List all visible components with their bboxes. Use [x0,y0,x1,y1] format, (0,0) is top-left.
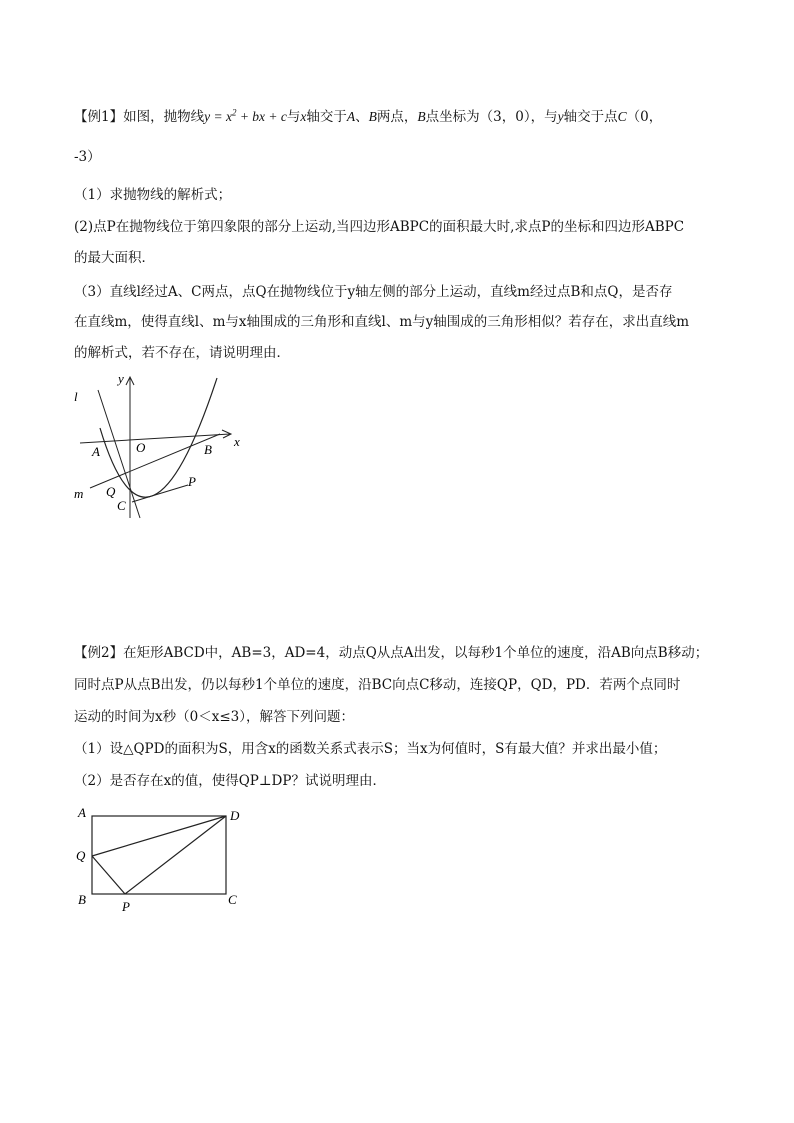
label-a: A [78,805,86,820]
label-m: m [74,486,84,501]
example1-question-3-line1: （3）直线l经过A、C两点，点Q在抛物线位于y轴左侧的部分上运动，直线m经过点B和点Q，是否存 [74,284,673,300]
parabola-figure [70,368,250,528]
segment-cp [132,485,188,502]
label-l: l [74,389,78,404]
parabola-equation: $y = x^2$ + bx + c [204,107,287,124]
example1-question-2-line2: 的最大面积． [74,250,155,266]
label-p: P [188,474,196,489]
example1-intro-continued: -3） [74,149,101,165]
example2-question-1: （1）设△QPD的面积为S，用含x的函数关系式表示S；当x为何值时，S有最大值？并求出最小值； [74,741,667,757]
example2-line3: 运动的时间为x秒（0＜x≤3），解答下列问题： [74,709,354,725]
example1-question-3-line2: 在直线m，使得直线l、m与x轴围成的三角形和直线l、m与y轴围成的三角形相似？若存在，求出直线m [74,314,690,330]
label-c: C [117,498,126,513]
label-a: A [92,444,100,459]
example2-tag: 【例2】 [74,645,124,661]
label-b: B [78,892,86,907]
parabola-curve [100,378,217,497]
label-q: Q [76,848,86,863]
segment-qd [92,816,226,856]
label-y: y [118,371,124,386]
segment-qp [92,856,125,894]
label-o: O [136,440,146,455]
label-x: x [234,434,240,449]
example1-question-3-line3: 的解析式，若不存在，请说明理由． [74,345,290,361]
label-q: Q [106,484,116,499]
label-p: P [122,899,130,914]
rectangle-abcd [92,816,226,894]
rectangle-figure [70,800,250,915]
label-c: C [228,892,237,907]
example1-tag: 【例1】 [74,109,124,125]
example1-intro-line: 【例1】如图，抛物线$y = x^2$ + bx + c与x轴交于A、B两点，B点坐标为（3，0），与y轴交于点C（0， [74,107,663,125]
example1-question-1: （1）求抛物线的解析式； [74,187,232,203]
example2-question-2: （2）是否存在x的值，使得QP⊥DP？试说明理由． [74,773,386,789]
segment-pd [125,816,226,894]
example1-question-2-line1: (2)点P在抛物线位于第四象限的部分上运动,当四边形ABPC的面积最大时,求点P的坐标和四边形ABPC [74,219,685,235]
line-m [90,434,220,488]
label-d: D [230,808,240,823]
example2-line1: 【例2】在矩形ABCD中，AB=3，AD=4，动点Q从点A出发，以每秒1个单位的速度，沿AB向点B移动； [74,645,709,661]
example2-line2: 同时点P从点B出发，仍以每秒1个单位的速度，沿BC向点C移动，连接QP，QD，PD．若两个点同时 [74,677,681,693]
label-b: B [204,442,212,457]
